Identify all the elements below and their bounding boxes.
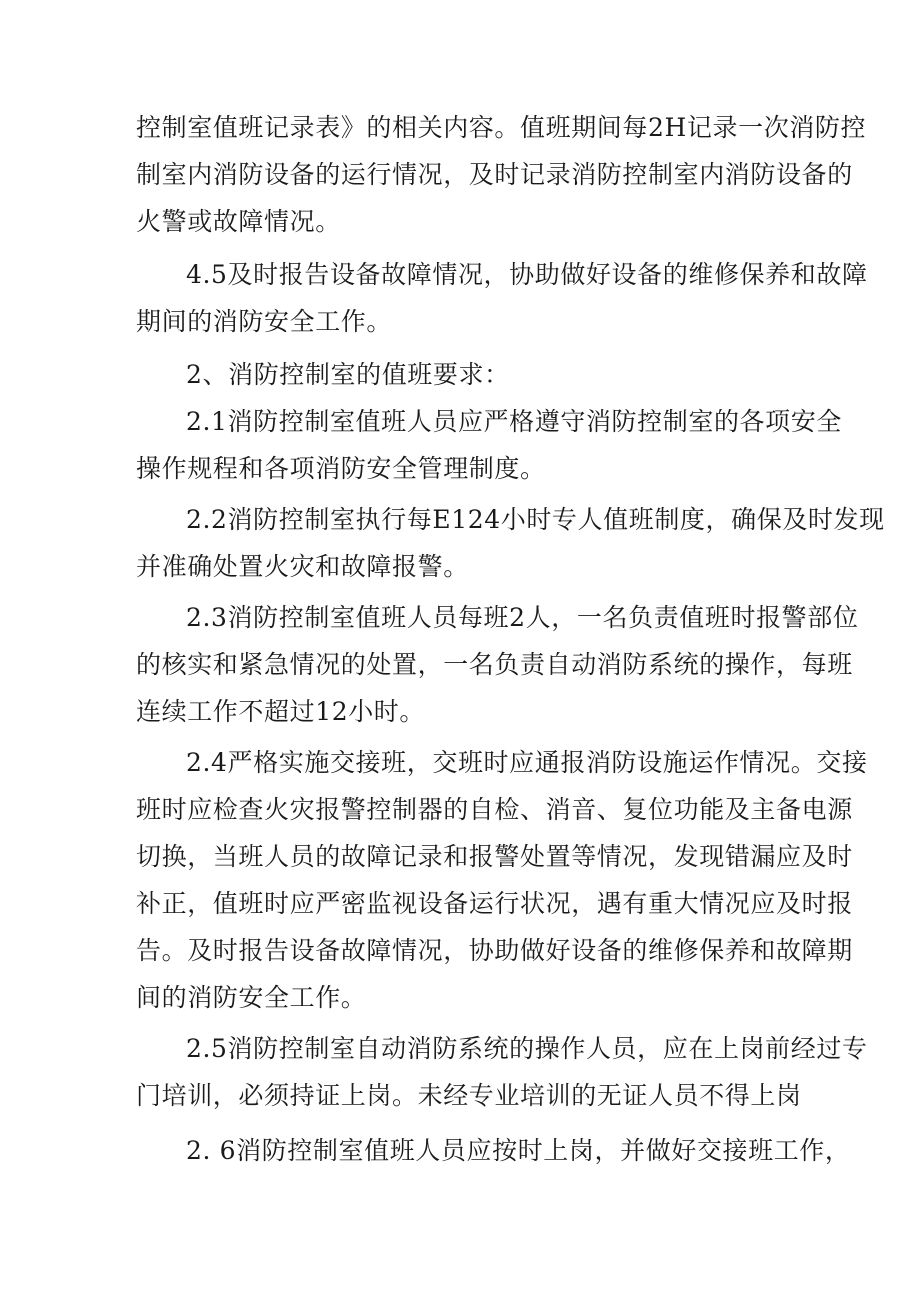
text-line: 火警或故障情况。 <box>136 207 341 236</box>
text-line: 2.1消防控制室值班人员应严格遵守消防控制室的各项安全 <box>186 407 842 436</box>
text-line: 2.2消防控制室执行每E124小时专人值班制度，确保及时发现 <box>186 505 885 534</box>
text-line: 门培训，必须持证上岗。未经专业培训的无证人员不得上岗 <box>136 1081 802 1110</box>
text-line: 补正，值班时应严密监视设备运行状况，遇有重大情况应及时报 <box>136 889 853 918</box>
section-heading: 2、消防控制室的值班要求： <box>186 360 510 389</box>
text-line: 连续工作不超过12小时。 <box>136 697 426 726</box>
text-line: 操作规程和各项消防安全管理制度。 <box>136 454 546 483</box>
text-line: 制室内消防设备的运行情况，及时记录消防控制室内消防设备的 <box>136 160 853 189</box>
text-line: 2.3消防控制室值班人员每班2人，一名负责值班时报警部位 <box>186 603 859 632</box>
text-line: 控制室值班记录表》的相关内容。值班期间每2H记录一次消防控 <box>136 113 867 142</box>
text-line: 2.5消防控制室自动消防系统的操作人员，应在上岗前经过专 <box>186 1034 868 1063</box>
text-line: 并准确处置火灾和故障报警。 <box>136 552 469 581</box>
text-line: 2.4严格实施交接班，交班时应通报消防设施运作情况。交接 <box>186 748 868 777</box>
text-line: 班时应检查火灾报警控制器的自检、消音、复位功能及主备电源 <box>136 795 853 824</box>
text-line: 期间的消防安全工作。 <box>136 307 393 336</box>
text-line: 切换，当班人员的故障记录和报警处置等情况，发现错漏应及时 <box>136 842 853 871</box>
text-line: 告。及时报告设备故障情况，协助做好设备的维修保养和故障期 <box>136 936 853 965</box>
text-line: 间的消防安全工作。 <box>136 983 367 1012</box>
text-line: 的核实和紧急情况的处置，一名负责自动消防系统的操作，每班 <box>136 650 853 679</box>
text-line: 2. 6消防控制室值班人员应按时上岗，并做好交接班工作， <box>186 1136 851 1165</box>
text-line: 4.5及时报告设备故障情况，协助做好设备的维修保养和故障 <box>186 260 868 289</box>
